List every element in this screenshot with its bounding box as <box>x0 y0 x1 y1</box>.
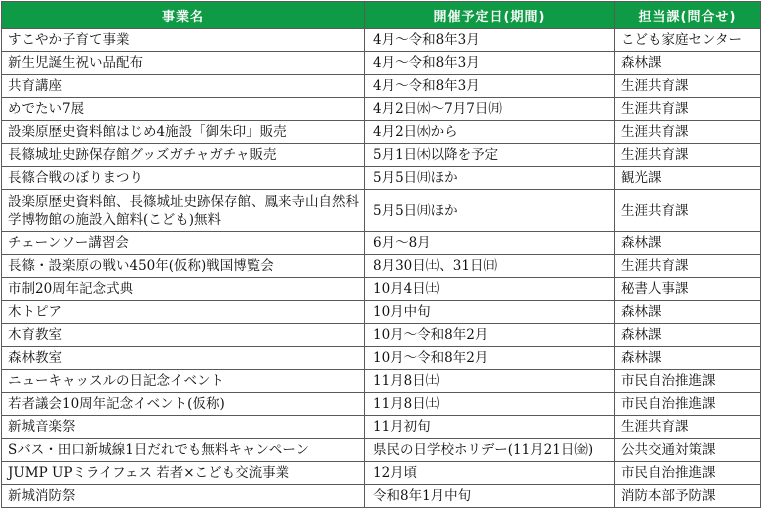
date-cell: 11月8日㈯ <box>365 393 615 416</box>
department-cell: 生涯共育課 <box>615 121 761 144</box>
header-event-name: 事業名 <box>2 2 365 29</box>
event-name-cell: チェーンソー講習会 <box>2 232 365 255</box>
date-cell: 10月～令和8年2月 <box>365 324 615 347</box>
table-row <box>2 462 761 485</box>
table-row <box>2 416 761 439</box>
table-row <box>2 485 761 508</box>
department-cell: 生涯共育課 <box>615 416 761 439</box>
table-row <box>2 75 761 98</box>
department-cell: 森林課 <box>615 347 761 370</box>
table-row <box>2 121 761 144</box>
date-cell: 県民の日学校ホリデー(11月21日㈮) <box>365 439 615 462</box>
date-cell: 10月4日㈯ <box>365 278 615 301</box>
department-cell: 秘書人事課 <box>615 278 761 301</box>
date-cell: 8月30日㈯、31日㈰ <box>365 255 615 278</box>
event-name-cell: めでたい7展 <box>2 98 365 121</box>
date-cell: 10月～令和8年2月 <box>365 347 615 370</box>
department-cell: 市民自治推進課 <box>615 393 761 416</box>
table-row <box>2 255 761 278</box>
department-cell: こども家庭センター <box>615 29 761 52</box>
event-name-cell: 市制20周年記念式典 <box>2 278 365 301</box>
date-cell: 4月2日㈬から <box>365 121 615 144</box>
department-cell: 消防本部予防課 <box>615 485 761 508</box>
event-name-cell: すこやか子育て事業 <box>2 29 365 52</box>
event-name-cell: 長篠・設楽原の戦い450年(仮称)戦国博覧会 <box>2 255 365 278</box>
date-cell: 4月～令和8年3月 <box>365 52 615 75</box>
department-cell: 市民自治推進課 <box>615 370 761 393</box>
department-cell: 生涯共育課 <box>615 190 761 232</box>
department-cell: 観光課 <box>615 167 761 190</box>
table-row <box>2 393 761 416</box>
event-name-cell: ニューキャッスルの日記念イベント <box>2 370 365 393</box>
department-cell: 生涯共育課 <box>615 144 761 167</box>
table-row <box>2 324 761 347</box>
events-table <box>1 1 761 508</box>
date-cell: 4月2日㈬～7月7日㈪ <box>365 98 615 121</box>
table-row <box>2 144 761 167</box>
event-name-cell: 森林教室 <box>2 347 365 370</box>
date-cell: 5月1日㈭以降を予定 <box>365 144 615 167</box>
date-cell: 4月～令和8年3月 <box>365 29 615 52</box>
date-cell: 10月中旬 <box>365 301 615 324</box>
department-cell: 森林課 <box>615 52 761 75</box>
department-cell: 公共交通対策課 <box>615 439 761 462</box>
department-cell: 森林課 <box>615 301 761 324</box>
table-row <box>2 167 761 190</box>
event-name-cell: 木育教室 <box>2 324 365 347</box>
table-row <box>2 190 761 232</box>
date-cell: 4月～令和8年3月 <box>365 75 615 98</box>
event-name-cell: Sバス・田口新城線1日だれでも無料キャンペーン <box>2 439 365 462</box>
event-name-cell: 新生児誕生祝い品配布 <box>2 52 365 75</box>
table-row <box>2 439 761 462</box>
department-cell: 生涯共育課 <box>615 75 761 98</box>
event-name-cell: 新城音楽祭 <box>2 416 365 439</box>
header-date: 開催予定日(期間) <box>365 2 615 29</box>
department-cell: 市民自治推進課 <box>615 462 761 485</box>
date-cell: 5月5日㈪ほか <box>365 190 615 232</box>
table-row <box>2 98 761 121</box>
event-name-cell: 設楽原歴史資料館、長篠城址史跡保存館、鳳来寺山自然科学博物館の施設入館料(こども)無料 <box>2 190 365 232</box>
department-cell: 生涯共育課 <box>615 255 761 278</box>
header-department: 担当課(問合せ) <box>615 2 761 29</box>
table-row <box>2 52 761 75</box>
date-cell: 12月頃 <box>365 462 615 485</box>
department-cell: 森林課 <box>615 324 761 347</box>
table-row <box>2 347 761 370</box>
department-cell: 生涯共育課 <box>615 98 761 121</box>
department-cell: 森林課 <box>615 232 761 255</box>
table-row <box>2 232 761 255</box>
event-name-cell: 新城消防祭 <box>2 485 365 508</box>
date-cell: 11月初旬 <box>365 416 615 439</box>
date-cell: 11月8日㈯ <box>365 370 615 393</box>
table-row <box>2 29 761 52</box>
event-name-cell: 長篠合戦のぼりまつり <box>2 167 365 190</box>
table-row <box>2 301 761 324</box>
event-name-cell: 共育講座 <box>2 75 365 98</box>
date-cell: 6月～8月 <box>365 232 615 255</box>
date-cell: 5月5日㈪ほか <box>365 167 615 190</box>
event-name-cell: JUMP UPミライフェス 若者×こども交流事業 <box>2 462 365 485</box>
event-name-cell: 設楽原歴史資料館はじめ4施設「御朱印」販売 <box>2 121 365 144</box>
date-cell: 令和8年1月中旬 <box>365 485 615 508</box>
event-name-cell: 木トピア <box>2 301 365 324</box>
event-name-cell: 長篠城址史跡保存館グッズガチャガチャ販売 <box>2 144 365 167</box>
event-name-cell: 若者議会10周年記念イベント(仮称) <box>2 393 365 416</box>
header-row <box>2 2 761 29</box>
table-row <box>2 370 761 393</box>
table-row <box>2 278 761 301</box>
